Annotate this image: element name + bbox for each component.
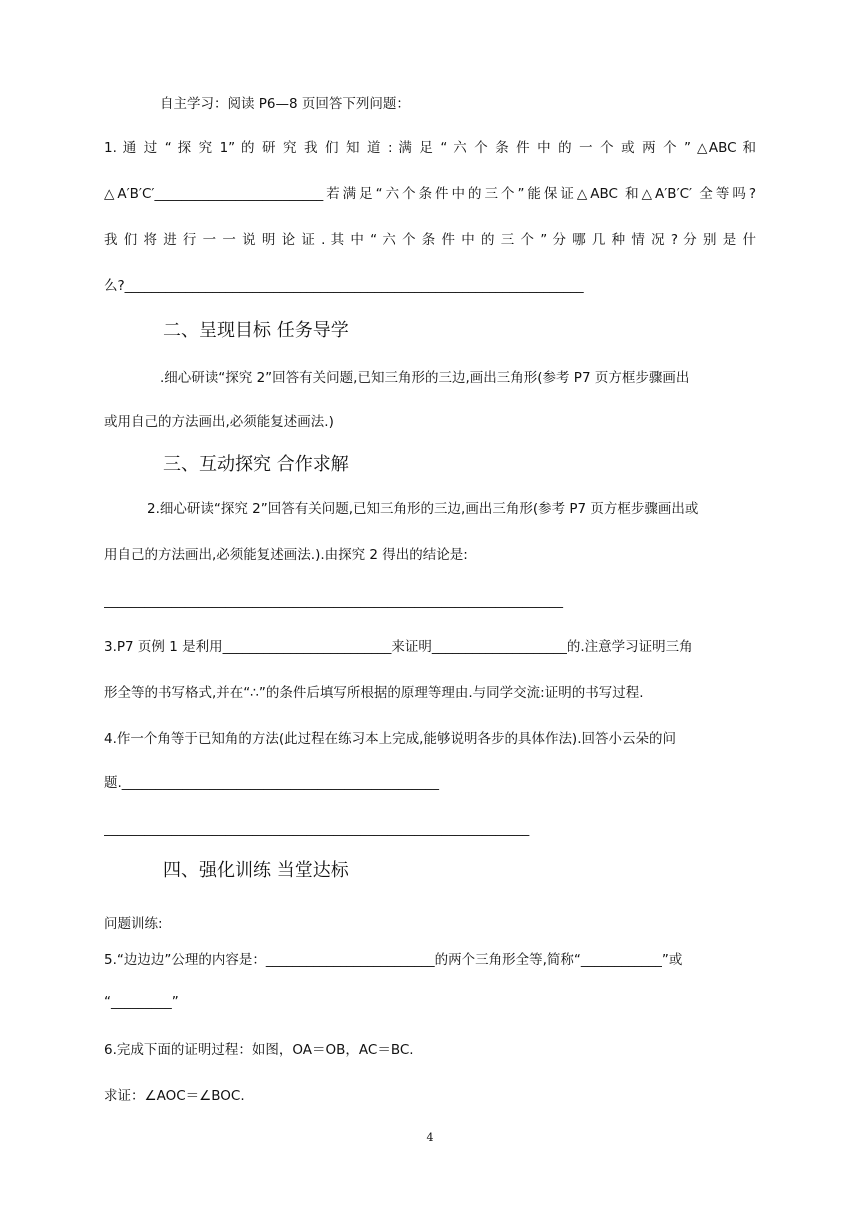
q3-line-1: 3.P7 页例 1 是利用_________________________来证明____________________的.注意学习证明三角 xyxy=(104,639,693,655)
q1-line-3: 我 们 将 进 行 一 一 说 明 论 证 . 其 中 “ 六 个 条 件 中 的 三 个 ” 分 哪 几 种 情 况 ? 分 别 是 什 xyxy=(104,232,756,248)
q1-line-4: 么?____________________________________________________________________ xyxy=(104,278,584,294)
section-4-heading: 四、强化训练 当堂达标 xyxy=(163,860,349,881)
q5-line-2: “_________” xyxy=(104,994,179,1010)
intro-line: 自主学习：阅读 P6—8 页回答下列问题： xyxy=(160,96,410,112)
section-2-line-1: .细心研读“探究 2”回答有关问题,已知三角形的三边,画出三角形(参考 P7 页方框步骤画出 xyxy=(160,370,690,386)
section-2-line-2: 或用自己的方法画出,必须能复述画法.) xyxy=(104,414,334,430)
q2-line-2: 用自己的方法画出,必须能复述画法.).由探究 2 得出的结论是: xyxy=(104,547,468,563)
q3-line-2: 形全等的书写格式,并在“∴”的条件后填写所根据的原理等理由.与同学交流:证明的书写过程. xyxy=(104,685,644,701)
q4-line-2: 题._______________________________________________ xyxy=(104,775,440,791)
q4-line-1: 4.作一个角等于已知角的方法(此过程在练习本上完成,能够说明各步的具体作法).回答小云朵的问 xyxy=(104,731,676,747)
page-number: 4 xyxy=(426,1131,434,1144)
q6-line-2: 求证：∠AOC＝∠BOC. xyxy=(104,1088,245,1104)
section-3-heading: 三、互动探究 合作求解 xyxy=(163,454,349,475)
q4-answer-blank: _______________________________________________________________ xyxy=(104,821,530,837)
q1-line-1: 1. 通 过 “ 探 究 1” 的 研 究 我 们 知 道 : 满 足 “ 六 个 条 件 中 的 一 个 或 两 个 ” △ABC 和 xyxy=(104,140,756,156)
practice-label: 问题训练: xyxy=(104,916,163,932)
q5-line-1: 5.“边边边”公理的内容是：_________________________的两个三角形全等,简称“____________”或 xyxy=(104,952,683,968)
q1-line-2: △A′B′C′_________________________若满足“六个条件中的三个”能保证△ABC 和△A′B′C′ 全等吗? xyxy=(104,186,756,202)
section-2-heading: 二、呈现目标 任务导学 xyxy=(163,320,349,341)
q2-line-1: 2.细心研读“探究 2”回答有关问题,已知三角形的三边,画出三角形(参考 P7 页方框步骤画出或 xyxy=(147,501,699,517)
q2-answer-blank: ____________________________________________________________________ xyxy=(104,593,563,609)
q6-line-1: 6.完成下面的证明过程：如图，OA＝OB，AC＝BC. xyxy=(104,1042,414,1058)
